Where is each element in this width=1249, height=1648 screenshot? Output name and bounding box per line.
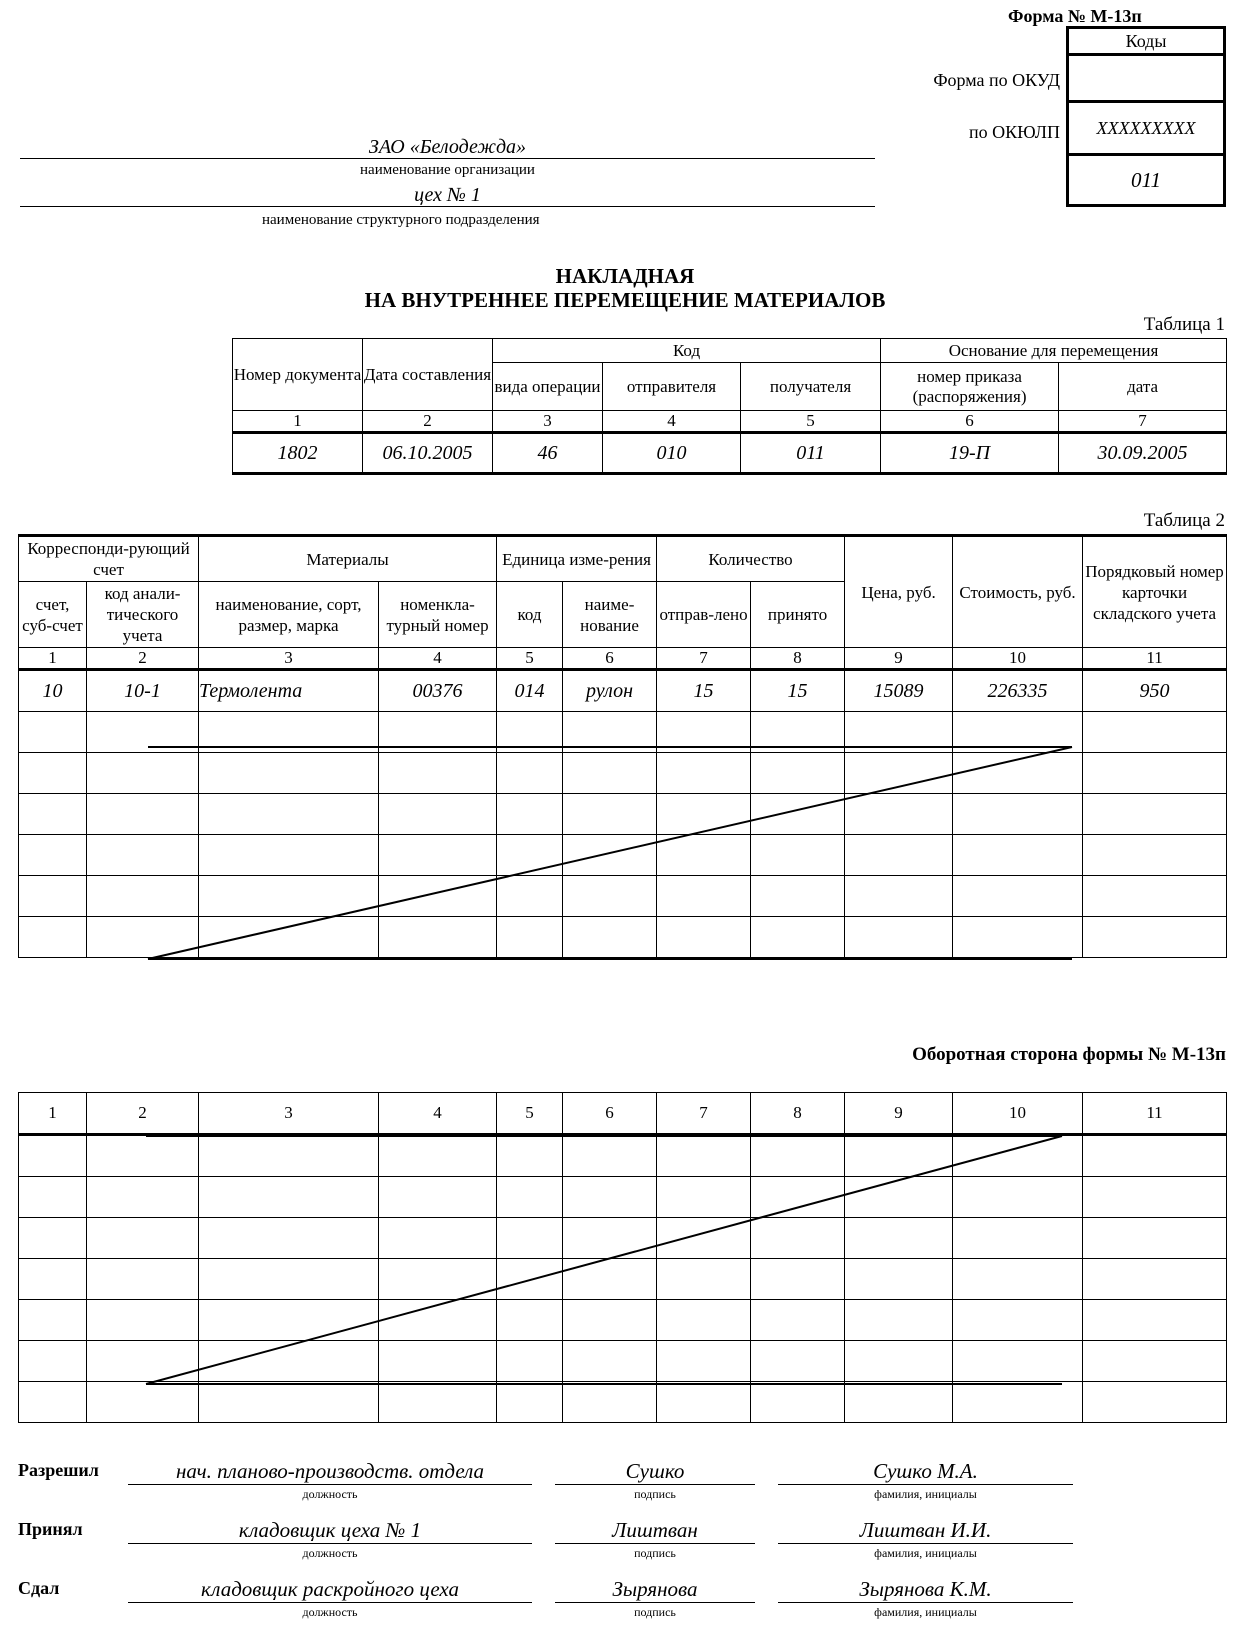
t2-cell-mat-number: 00376 <box>379 670 497 712</box>
t2-h-mat-name: наименование, сорт, размер, марка <box>199 582 379 648</box>
t2-h-subaccount: счет, суб-счет <box>19 582 87 648</box>
okpo-label: по ОКЮЛП <box>969 122 1060 142</box>
t1-colnum: 7 <box>1059 411 1227 433</box>
t2-colnum: 5 <box>497 648 563 670</box>
t2-h-qty: Количество <box>657 536 845 582</box>
t1-colnum: 5 <box>741 411 881 433</box>
t1-h-basis-date: дата <box>1059 363 1227 411</box>
t2-h-analytic: код анали-тического учета <box>87 582 199 648</box>
rev-colnum: 7 <box>657 1093 751 1135</box>
rev-colnum: 5 <box>497 1093 563 1135</box>
t1-h-code: Код <box>493 339 881 363</box>
t1-value-doc-number: 1802 <box>233 433 363 474</box>
t2-colnum: 10 <box>953 648 1083 670</box>
t2-h-qty-recv: принято <box>751 582 845 648</box>
t2-colnum: 4 <box>379 648 497 670</box>
table1-caption: Таблица 1 <box>1143 314 1225 335</box>
t1-value-date: 06.10.2005 <box>363 433 493 474</box>
sig-label: Разрешил <box>18 1460 99 1480</box>
t2-cell-unit-name: рулон <box>563 670 657 712</box>
t2-colnum: 2 <box>87 648 199 670</box>
t2-colnum: 6 <box>563 648 657 670</box>
sig-signature: Сушко <box>555 1458 755 1485</box>
unit-name: цех № 1 <box>414 184 481 206</box>
rev-colnum: 8 <box>751 1093 845 1135</box>
reverse-title: Оборотная сторона формы № М-13п <box>912 1044 1226 1065</box>
t2-h-price: Цена, руб. <box>845 536 953 648</box>
t2-h-account: Корреспонди-рующий счет <box>19 536 199 582</box>
t2-colnum: 8 <box>751 648 845 670</box>
t1-colnum: 6 <box>881 411 1059 433</box>
t2-h-mat-number: номенкла-турный номер <box>379 582 497 648</box>
t2-h-unit: Единица изме-рения <box>497 536 657 582</box>
t2-h-materials: Материалы <box>199 536 497 582</box>
t2-cell-subaccount: 10 <box>19 670 87 712</box>
t1-value-order: 19-П <box>881 433 1059 474</box>
t2-colnum: 11 <box>1083 648 1227 670</box>
t1-h-receiver: получателя <box>741 363 881 411</box>
t1-value-basis-date: 30.09.2005 <box>1059 433 1227 474</box>
sig-position: кладовщик цеха № 1 <box>128 1517 532 1544</box>
sig-caption: фамилия, инициалы <box>874 1546 977 1560</box>
t1-h-sender: отправителя <box>603 363 741 411</box>
t2-cell-qty-recv: 15 <box>751 670 845 712</box>
okud-label: Форма по ОКУД <box>933 70 1060 90</box>
rev-colnum: 9 <box>845 1093 953 1135</box>
doc-title-2: НА ВНУТРЕННЕЕ ПЕРЕМЕЩЕНИЕ МАТЕРИАЛОВ <box>364 288 886 312</box>
sig-position: нач. планово-производств. отдела <box>128 1458 532 1485</box>
sig-caption: подпись <box>634 1487 676 1501</box>
rev-colnum: 4 <box>379 1093 497 1135</box>
t2-cell-price: 15089 <box>845 670 953 712</box>
t2-h-unit-code: код <box>497 582 563 648</box>
unit-caption: наименование структурного подразделения <box>262 212 540 228</box>
rev-colnum: 10 <box>953 1093 1083 1135</box>
t2-colnum: 9 <box>845 648 953 670</box>
sig-caption: должность <box>302 1546 358 1560</box>
rev-colnum: 6 <box>563 1093 657 1135</box>
t1-colnum: 3 <box>493 411 603 433</box>
t2-cell-mat-name: Термолента <box>199 670 379 712</box>
sig-caption: фамилия, инициалы <box>874 1605 977 1619</box>
t2-cell-qty-sent: 15 <box>657 670 751 712</box>
sig-caption: подпись <box>634 1546 676 1560</box>
t1-h-basis: Основание для перемещения <box>881 339 1227 363</box>
t1-value-receiver: 011 <box>741 433 881 474</box>
rev-colnum: 11 <box>1083 1093 1227 1135</box>
sig-caption: должность <box>302 1487 358 1501</box>
sig-position: кладовщик раскройного цеха <box>128 1576 532 1603</box>
t1-value-op-type: 46 <box>493 433 603 474</box>
sig-signature: Зырянова <box>555 1576 755 1603</box>
t1-value-sender: 010 <box>603 433 741 474</box>
sig-label: Принял <box>18 1519 83 1539</box>
sig-caption: подпись <box>634 1605 676 1619</box>
t1-colnum: 4 <box>603 411 741 433</box>
sig-name: Лиштван И.И. <box>778 1517 1073 1544</box>
table2-caption: Таблица 2 <box>1143 510 1225 531</box>
rev-colnum: 2 <box>87 1093 199 1135</box>
t2-h-card: Порядковый номер карточки складского учета <box>1083 536 1227 648</box>
t2-cell-unit-code: 014 <box>497 670 563 712</box>
t2-cell-cost: 226335 <box>953 670 1083 712</box>
doc-title-1: НАКЛАДНАЯ <box>555 264 695 288</box>
rev-colnum: 3 <box>199 1093 379 1135</box>
t1-colnum: 2 <box>363 411 493 433</box>
t2-colnum: 1 <box>19 648 87 670</box>
t2-cell-analytic: 10-1 <box>87 670 199 712</box>
sig-name: Сушко М.А. <box>778 1458 1073 1485</box>
sig-caption: фамилия, инициалы <box>874 1487 977 1501</box>
extra-code: 011 <box>1068 155 1225 206</box>
t1-h-doc-number: Номер документа <box>233 339 363 411</box>
codes-header: Коды <box>1068 28 1225 55</box>
org-name: ЗАО «Белодежда» <box>368 136 527 158</box>
okpo-code: XXXXXXXXX <box>1068 102 1225 155</box>
t1-colnum: 1 <box>233 411 363 433</box>
sig-name: Зырянова К.М. <box>778 1576 1073 1603</box>
t2-h-cost: Стоимость, руб. <box>953 536 1083 648</box>
t1-h-op-type: вида операции <box>493 363 603 411</box>
t2-h-qty-sent: отправ-лено <box>657 582 751 648</box>
sig-signature: Лиштван <box>555 1517 755 1544</box>
t2-cell-card: 950 <box>1083 670 1227 712</box>
form-number: Форма № М-13п <box>1008 6 1142 26</box>
sig-caption: должность <box>302 1605 358 1619</box>
t1-h-date: Дата составления <box>363 339 493 411</box>
t2-h-unit-name: наиме-нование <box>563 582 657 648</box>
rev-colnum: 1 <box>19 1093 87 1135</box>
sig-label: Сдал <box>18 1578 60 1598</box>
t2-colnum: 7 <box>657 648 751 670</box>
t1-h-order: номер приказа (распоряжения) <box>881 363 1059 411</box>
org-caption: наименование организации <box>360 162 535 178</box>
t2-colnum: 3 <box>199 648 379 670</box>
